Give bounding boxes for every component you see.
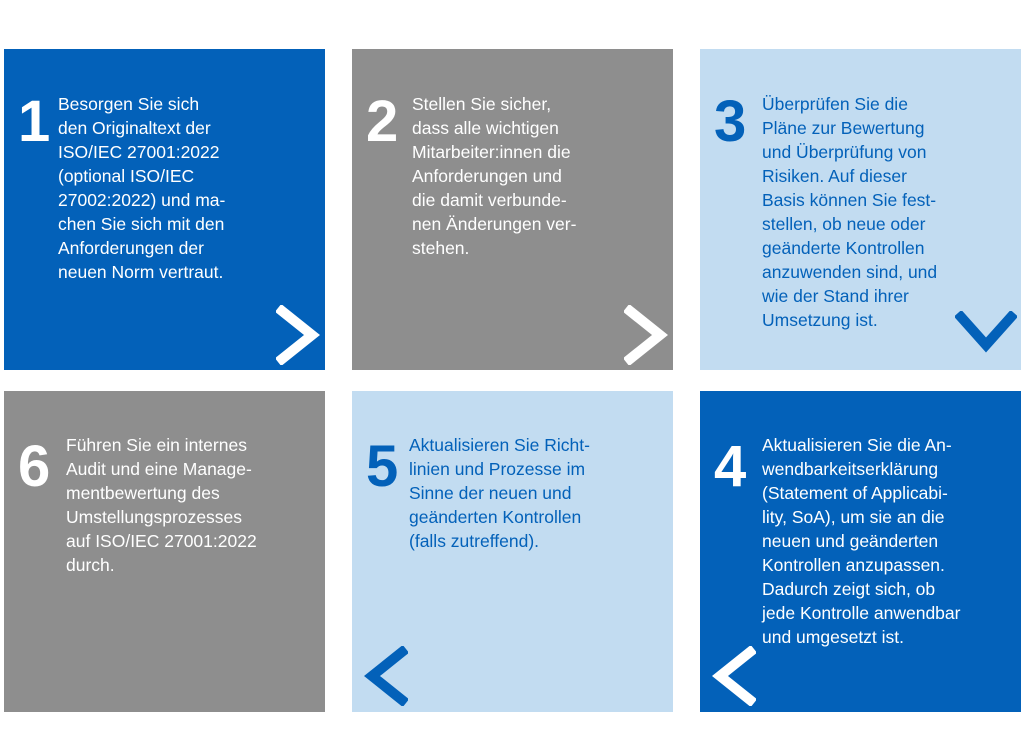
step-4-text	[762, 433, 1012, 649]
step-1-line: (optional ISO/IEC	[58, 166, 195, 186]
step-4-line: (Statement of Applicabi-	[762, 483, 948, 503]
step-1-line: Anforderungen der	[58, 238, 204, 258]
step-5-line: (falls zutreffend).	[409, 531, 540, 551]
step-6-line: Audit und eine Manage-	[66, 459, 252, 479]
right-arrow-icon	[624, 305, 668, 365]
step-5-number: 5	[366, 434, 398, 499]
step-6-line: Führen Sie ein internes	[66, 435, 247, 455]
step-6-line: mentbewertung des	[66, 483, 220, 503]
step-1-number: 1	[18, 89, 50, 154]
step-2-line: nen Änderungen ver-	[412, 214, 577, 234]
step-1-tile	[4, 49, 325, 370]
step-5-line: geänderten Kontrollen	[409, 507, 582, 527]
step-3-number: 3	[714, 89, 746, 154]
step-4-line: Kontrollen anzupassen.	[762, 555, 945, 575]
step-6-line: durch.	[66, 555, 115, 575]
step-3-tile	[700, 49, 1021, 370]
step-3-line: anzuwenden sind, und	[762, 262, 938, 282]
step-1-line: den Originaltext der	[58, 118, 211, 138]
step-2-line: dass alle wichtigen	[412, 118, 559, 138]
step-4-line: Dadurch zeigt sich, ob	[762, 579, 936, 599]
step-3-line: Umsetzung ist.	[762, 310, 878, 330]
step-1-text	[58, 92, 308, 284]
step-5-line: Sinne der neuen und	[409, 483, 572, 503]
step-6-tile	[4, 391, 325, 712]
step-3-line: stellen, ob neue oder	[762, 214, 926, 234]
right-arrow-icon	[276, 305, 320, 365]
step-4-line: neuen und geänderten	[762, 531, 939, 551]
step-3-line: Risiken. Auf dieser	[762, 166, 907, 186]
step-6-text	[66, 433, 316, 577]
step-3-line: Pläne zur Bewertung	[762, 118, 925, 138]
step-2-number: 2	[366, 89, 398, 154]
step-1-line: ISO/IEC 27001:2022	[58, 142, 220, 162]
step-1-line: neuen Norm vertraut.	[58, 262, 224, 282]
step-1-line: 27002:2022) und ma-	[58, 190, 226, 210]
step-2-text	[412, 92, 662, 260]
step-5-line: linien und Prozesse im	[409, 459, 586, 479]
step-4-tile	[700, 391, 1021, 712]
step-2-line: Mitarbeiter:innen die	[412, 142, 571, 162]
step-3-line: geänderte Kontrollen	[762, 238, 925, 258]
step-4-line: Aktualisieren Sie die An-	[762, 435, 952, 455]
step-2-line: stehen.	[412, 238, 470, 258]
left-arrow-icon	[712, 646, 756, 706]
step-4-line: jede Kontrolle anwendbar	[762, 603, 961, 623]
left-arrow-icon	[364, 646, 408, 706]
step-4-line: wendbarkeitserklärung	[762, 459, 939, 479]
step-2-tile	[352, 49, 673, 370]
step-2-line: Anforderungen und	[412, 166, 562, 186]
step-3-line: und Überprüfung von	[762, 142, 927, 162]
step-6-line: Umstellungsprozesses	[66, 507, 243, 527]
step-3-line: Überprüfen Sie die	[762, 94, 908, 114]
step-3-text	[762, 92, 1012, 332]
step-4-line: und umgesetzt ist.	[762, 627, 905, 647]
step-5-tile	[352, 391, 673, 712]
step-1-line: chen Sie sich mit den	[58, 214, 225, 234]
step-3-line: Basis können Sie fest-	[762, 190, 937, 210]
step-6-line: auf ISO/IEC 27001:2022	[66, 531, 257, 551]
down-arrow-icon	[955, 311, 1017, 355]
step-4-number: 4	[714, 434, 746, 499]
step-1-line: Besorgen Sie sich	[58, 94, 200, 114]
step-4-line: lity, SoA), um sie an die	[762, 507, 945, 527]
step-3-line: wie der Stand ihrer	[762, 286, 909, 306]
step-5-line: Aktualisieren Sie Richt-	[409, 435, 590, 455]
step-2-line: Stellen Sie sicher,	[412, 94, 552, 114]
step-5-text	[409, 433, 659, 553]
step-6-number: 6	[18, 434, 50, 499]
step-2-line: die damit verbunde-	[412, 190, 567, 210]
